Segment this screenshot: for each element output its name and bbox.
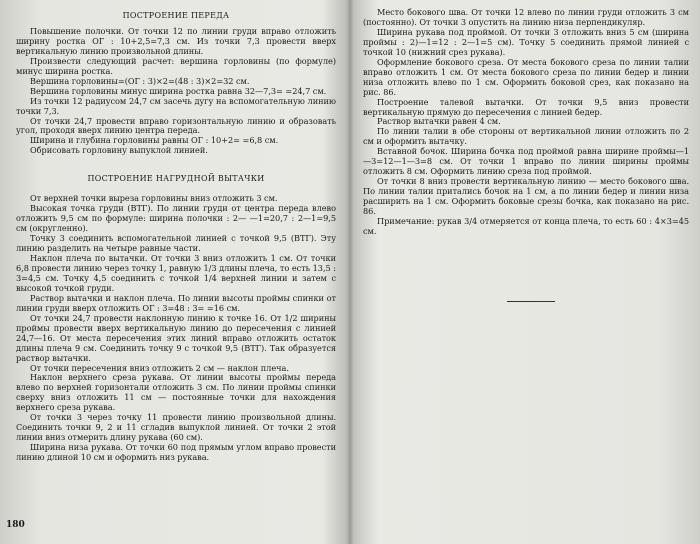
paragraph: От точки 3 через точку 11 провести линию произвольной длины. Соединить точки 9, 2 и 11 сгладив выпуклой линией. От точки 2 этой линии вниз отмерить длину рукава (60 см). (16, 412, 336, 443)
paragraph: От точки 24,7 провести вправо горизонтальную линию и образовать угол, проходя вверх линию центра переда. (16, 115, 336, 136)
end-rule-divider (507, 301, 555, 302)
paragraph: Построение талевой вытачки. От точки 9,5 вниз провести вертикальную прямую до пересечения с линией бедер. (363, 96, 689, 117)
paragraph: Ширина рукава под проймой. От точки 3 отложить вниз 5 см (ширина проймы : 2)—1=12 : 2—1=5 см). Точку 5 соединить прямой линией с точкой 10 (нижний срез рукава). (363, 26, 689, 57)
paragraph: Ширина и глубина горловины равны ОГ : 10+2= =6,8 см. (30, 135, 279, 146)
paragraph: Повышение полочки. От точки 12 по линии груди вправо отложить ширину ростка ОГ : 10+2,5=7,3 см. Из точки 7,3 провести вверх вертикальную линию произвольной длины. (16, 25, 336, 56)
paragraph: Ширина низа рукава. От точки 60 под прямым углом вправо провести линию длиной 10 см и оформить низ рукава. (16, 442, 336, 463)
paragraph: Из точки 12 радиусом 24,7 см засечь дугу на вспомогательную линию точки 7,3. (16, 95, 336, 116)
paragraph: Раствор вытачки и наклон плеча. По линии высоты проймы спинки от линии груди вверх отложить ОГ : 3=48 : 3= =16 см. (16, 292, 336, 313)
left-page (16, 0, 336, 544)
formula-line: Вершина горловины=(ОГ : 3)×2=(48 : 3)×2=32 см. (30, 75, 250, 86)
right-page (363, 0, 689, 544)
paragraph: От верхней точки выреза горловины вниз отложить 3 см. (30, 193, 278, 204)
paragraph: Обрисовать горловину выпуклой линией. (30, 145, 208, 156)
paragraph: Вставной бочок. Ширина бочка под проймой равна ширине проймы—1—3=12—1—3=8 см. От точки 1 вправо по линии ширины проймы отложить 8 см. Оформить линию среза под проймой. (363, 146, 689, 177)
paragraph: Оформление бокового среза. От места бокового среза по линии талии вправо отложить 1 см. От места бокового среза по линии бедер и линии низа отложить влево по 1 см. Оформить боковой срез, как показано на рис. 86. (363, 56, 689, 97)
section-heading-dart: ПОСТРОЕНИЕ НАГРУДНОЙ ВЫТАЧКИ (87, 174, 265, 184)
note-paragraph: Примечание: рукав 3/4 отмеряется от конца плеча, то есть 60 : 4×3=45 см. (363, 216, 689, 236)
page-number: 180 (6, 520, 25, 530)
section-heading-front: ПОСТРОЕНИЕ ПЕРЕДА (122, 11, 230, 20)
paragraph: От точки пересечения вниз отложить 2 см — наклон плеча. (30, 362, 289, 373)
paragraph: От точки 8 вниз провести вертикальную линию — место бокового шва. По линии талии притались бочок на 1 см, а по линии бедер и линии низа расширить на 1 см. Оформить боковые срезы бочка, как показано на рис. 86. (363, 176, 689, 217)
paragraph: Произвести следующий расчет: вершина горловины (по формуле) минус ширина ростка. (16, 55, 336, 76)
paragraph: По линии талии в обе стороны от вертикальной линии отложить по 2 см и оформить вытачку. (363, 126, 689, 147)
formula-line: Вершина горловины минус ширина ростка равна 32—7,3= =24,7 см. (30, 85, 327, 96)
paragraph: От точки 24,7 провести наклонную линию к точке 16. От 1/2 ширины проймы провести вверх вертикальную линию до пересечения с линией 24,7—16. От места пересечения этих линий вправо отложить остаток длины плеча 9 см. Соединить точку 9 с точкой 9,5 (ВТГ). Так образуется раствор вытачки. (16, 312, 336, 363)
paragraph: Наклон верхнего среза рукава. От линии высоты проймы переда влево по верхней горизонтали отложить 3 см. По линии проймы спинки сверху вниз отложить 11 см — постоянные точки для нахождения верхнего среза рукава. (16, 372, 336, 413)
paragraph: Точку 3 соединить вспомогательной линией с точкой 9,5 (ВТГ). Эту линию разделить на четыре равные части. (16, 233, 336, 254)
paragraph: Раствор вытачки равен 4 см. (377, 116, 501, 127)
paragraph: Наклон плеча по вытачки. От точки 3 вниз отложить 1 см. От точки 6,8 провести линию через точку 1, равную 1/3 длины плеча, то есть 13,5 : 3=4,5 см. Точку 4,5 соединить с точкой 1/4 верхней линии и затем с высокой точкой груди. (16, 253, 336, 293)
paragraph: Высокая точка груди (ВТГ). По линии груди от центра переда влево отложить 9,5 см по формуле: ширина полочки : 2— —1=20,7 : 2—1=9,5 см (округленно). (16, 203, 336, 234)
paragraph: Место бокового шва. От точки 12 влево по линии груди отложить 3 см (постоянно). От точки 3 опустить на линию низа перпендикуляр. (363, 7, 689, 27)
